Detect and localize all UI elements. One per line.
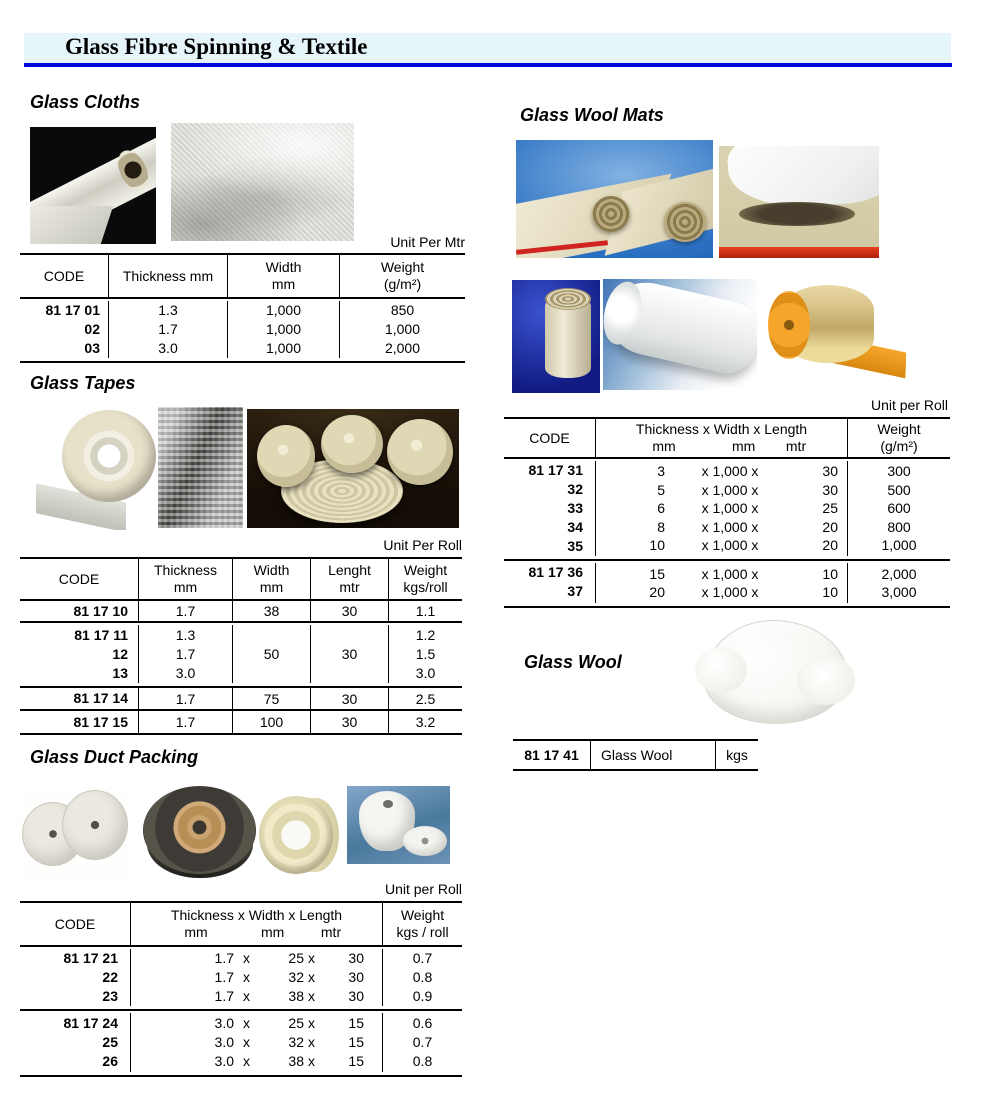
header-cell-code [20,559,138,599]
code-value: 81 17 15 [73,713,128,730]
dims-mm-unit: mm [184,924,208,940]
weight-cell [847,563,950,603]
dim-width: 25 [288,950,304,966]
header-cell-thickness [138,559,232,599]
col-dimensions-units [596,438,847,455]
dim-thickness: 3 [657,463,665,480]
width-cell [232,601,310,621]
weight-value: 1,000 [881,537,917,554]
weight-value: 1.1 [415,603,436,619]
glass-tape-rolls-group-image [247,409,459,528]
weight-value: 2,000 [384,340,421,356]
width-cell [232,711,310,733]
weight-value: 500 [887,481,911,498]
code-value: 81 17 21 [63,950,118,966]
page-title: Glass Fibre Spinning & Textile [65,34,368,59]
thickness-cell [138,625,232,683]
weight-value: 1.2 [415,626,436,643]
dim-thickness: 3.0 [214,1015,234,1031]
weight-cell [388,601,462,621]
dims-mm-unit: mm [261,924,285,940]
thickness-value: 1.7 [175,714,196,730]
dim-separator: x [243,1053,250,1069]
dim-length: 30 [348,969,364,985]
code-cell [504,563,595,603]
col-weight-unit: (g/m²) [880,438,918,454]
dim-length: 20 [822,537,838,554]
dim-width: 38 [288,1053,304,1069]
weight-value: 1.5 [415,645,436,662]
dim-length: 10 [822,565,838,582]
tape-roll-shape [321,415,383,473]
glass-duct-packing-table [20,901,462,1077]
glass-tapes-table [20,557,462,735]
col-code-label: CODE [43,267,85,284]
dim-separator: x [308,1015,315,1031]
dimensions-cell [595,461,847,556]
header-cell-width [232,559,310,599]
dim-separator: x [308,1053,315,1069]
dim-width-fixed: x 1,000 x [701,463,759,480]
col-weight-label: Weight [380,259,425,275]
dim-separator: x [243,1015,250,1031]
width-value: 1,000 [265,321,302,337]
header-cell-weight [382,903,462,945]
header-cell-weight [339,255,465,297]
wool-cloud-shape [704,620,848,724]
weight-value: 800 [887,518,911,535]
fold-opening-shape [739,202,855,226]
weight-value: 3,000 [881,584,917,600]
code-value: 25 [102,1034,118,1050]
code-value: 23 [102,988,118,1004]
wool-mat-roll-end-shape [592,196,630,232]
dimension-line [600,565,847,584]
col-dimensions-units [131,924,382,941]
code-cell [504,461,595,556]
code-cell [20,301,108,358]
dims-mm-unit: mm [732,438,756,454]
dimension-line [149,949,364,968]
glass-tapes-row-group [20,709,462,733]
header-cell-code [504,419,595,457]
code-value: 81 17 24 [63,1015,118,1031]
weight-cell [388,625,462,683]
width-value: 1,000 [265,340,302,356]
dimensions-cell [595,563,847,603]
glass-duct-packing-heading: Glass Duct Packing [30,747,199,767]
col-weight-unit: kgs/roll [403,579,448,595]
header-cell-dimensions [595,419,847,457]
code-value: 32 [567,481,583,497]
width-value: 50 [263,646,280,662]
thickness-value: 1.7 [158,321,178,337]
dim-length: 30 [822,463,838,480]
weight-value: 0.7 [412,1034,433,1050]
wool-mat-folded-image [719,146,879,258]
col-weight-unit: kgs / roll [396,924,449,940]
glass-duct-packing-row-group [20,1009,462,1075]
thickness-value: 1.7 [175,645,196,662]
dim-separator: x [243,1034,250,1050]
product-name: Glass Wool [601,747,673,763]
width-cell [232,625,310,683]
dim-separator: x [308,969,315,985]
wool-roll-shape [603,279,757,379]
col-weight-label: Weight [877,421,921,437]
code-value: 03 [84,340,100,356]
wool-roll-shape [545,296,591,378]
dimension-line [600,462,847,481]
dimension-line [600,583,847,602]
weight-value: 0.6 [412,1015,433,1031]
dimension-line [149,987,364,1006]
dimension-line [149,1052,364,1071]
col-weight-label: Weight [403,562,448,578]
dim-separator: x [243,969,250,985]
glass-tapes-heading: Glass Tapes [30,373,136,393]
dim-length: 15 [348,1015,364,1031]
thickness-value: 1.7 [175,603,196,619]
code-value: 26 [102,1053,118,1069]
col-length-label: Lenght [328,562,371,578]
glass-tape-roll-image [36,404,158,530]
weight-value: 3.0 [415,664,436,681]
thickness-value: 1.3 [175,626,196,643]
dim-thickness: 15 [649,565,665,582]
col-length-unit: mtr [339,579,360,595]
dim-thickness: 5 [657,481,665,498]
dimension-line [600,518,847,537]
dims-mm-unit: mm [652,438,676,454]
adhesive-tape-image [259,794,341,878]
glass-cloths-unit-label: Unit Per Mtr [390,234,465,250]
dim-separator: x [243,950,250,966]
code-value: 81 17 41 [524,747,579,763]
col-width-unit: mm [259,579,284,595]
col-code-label: CODE [529,429,570,446]
dim-thickness: 3.0 [214,1053,234,1069]
glass-cloth-roll-image [30,127,156,244]
col-code-label: CODE [54,915,96,932]
code-value: 13 [112,664,128,681]
code-cell [20,625,138,683]
wool-roll-white-image [603,279,757,390]
glass-wool-mats-table-header [504,419,950,457]
width-value: 75 [263,690,280,707]
dims-mtr-unit: mtr [320,924,342,940]
glass-wool-mats-row-group [504,457,950,559]
glass-duct-packing-unit-label: Unit per Roll [384,881,462,897]
length-value: 30 [341,646,358,662]
thickness-value: 1.3 [158,302,178,318]
glass-tapes-row-group [20,599,462,621]
glass-duct-packing-row-group [20,945,462,1009]
title-rule [24,63,952,67]
dim-length: 15 [348,1053,364,1069]
wool-roll-foil-image [766,283,906,386]
col-dimensions-label: Thickness x Width x Length [635,421,808,437]
weight-value: 600 [887,500,911,517]
glass-cloths-table-header [20,255,465,297]
length-cell [310,688,388,709]
col-thickness-label: Thickness [153,562,218,578]
code-cell [513,741,590,769]
adhesive-tape-face-shape [259,796,333,874]
weight-cell [382,1013,462,1072]
glass-wool-table [513,739,758,771]
glass-tapes-table-header [20,559,462,599]
thickness-cell [138,688,232,709]
code-value: 22 [102,969,118,985]
header-cell-thickness [108,255,227,297]
unit-value: kgs [726,747,748,763]
weight-value: 300 [887,463,911,480]
tape-roll-shape [387,419,453,485]
length-cell [310,711,388,733]
glass-wool-mats-unit-label: Unit per Roll [870,397,948,413]
wool-mats-rolls-image [516,140,713,258]
dim-length: 25 [822,500,838,517]
weight-value: 3.2 [415,714,436,730]
wool-roll-flat-shape [403,826,447,856]
code-value: 35 [567,538,583,554]
dimension-line [600,499,847,518]
dim-thickness: 3.0 [214,1034,234,1050]
dim-length: 20 [822,518,838,535]
dim-thickness: 10 [649,537,665,554]
weight-cell [847,461,950,556]
dim-width-fixed: x 1,000 x [701,518,759,535]
col-weight-unit: (g/m²) [383,276,422,292]
weight-value: 2.5 [415,690,436,707]
dimension-line [149,968,364,987]
wool-mat-roll-end-shape [664,202,706,242]
weight-value: 0.9 [412,988,433,1004]
glass-duct-packing-table-header [20,903,462,945]
width-cell [232,688,310,709]
duct-tape-face-shape [143,786,256,874]
dim-separator: x [308,1034,315,1050]
code-value: 81 17 10 [73,602,128,619]
glass-wool-mats-table [504,417,950,608]
width-value: 1,000 [265,302,302,318]
code-value: 34 [567,519,583,535]
cloth-drape-shape [30,206,113,244]
length-cell [310,601,388,621]
dim-length: 30 [822,481,838,498]
col-weight-label: Weight [400,907,445,923]
header-cell-weight [847,419,950,457]
length-value: 30 [341,714,358,730]
code-value: 02 [84,321,100,337]
weight-value: 0.8 [412,969,433,985]
header-cell-length [310,559,388,599]
dim-width-fixed: x 1,000 x [701,481,759,498]
dimension-line [149,1033,364,1052]
code-cell [20,949,130,1006]
dim-thickness: 8 [657,518,665,535]
dim-length: 15 [348,1034,364,1050]
dim-thickness: 1.7 [214,950,234,966]
glass-wool-mats-heading: Glass Wool Mats [520,105,664,125]
col-dimensions-label: Thickness x Width x Length [170,907,343,923]
code-value: 12 [112,645,128,662]
wool-roll-boxed-image [512,280,600,393]
roll-face-shape [768,291,810,359]
dim-width: 38 [288,988,304,1004]
weight-cell [382,949,462,1006]
code-value: 37 [567,583,583,599]
weight-value: 850 [390,302,415,318]
tape-roll-shape [257,425,315,487]
weight-value: 0.8 [412,1053,433,1069]
dimension-line [149,1014,364,1033]
weight-value: 1,000 [384,321,421,337]
length-value: 30 [341,690,358,707]
header-cell-code [20,903,130,945]
dim-length: 30 [348,988,364,1004]
length-cell [310,625,388,683]
packing-disc-shape [62,790,128,860]
code-cell [20,688,138,709]
weight-cell [388,688,462,709]
dim-thickness: 6 [657,500,665,517]
dim-length: 10 [822,584,838,600]
glass-tapes-row-group [20,686,462,709]
col-thickness-label: Thickness mm [122,267,214,284]
red-base-shape [719,247,879,258]
weight-value: 2,000 [881,565,917,582]
dimensions-cell [130,1013,382,1072]
glass-cloths-table-body [20,297,465,361]
product-name-cell [590,741,715,769]
glass-wool-cloud-image [692,606,860,744]
thickness-value: 3.0 [158,340,178,356]
tape-ring-shape [62,410,156,502]
glass-wool-heading: Glass Wool [524,652,622,672]
black-duct-tape-image [141,786,258,881]
thickness-value: 1.7 [175,690,196,707]
glass-tapes-unit-label: Unit Per Roll [383,537,462,553]
width-value: 38 [263,603,280,619]
header-cell-width [227,255,339,297]
dim-width: 32 [288,1034,304,1050]
dim-thickness: 1.7 [214,988,234,1004]
dim-separator: x [243,988,250,1004]
dim-width-fixed: x 1,000 x [701,500,759,517]
header-cell-code [20,255,108,297]
dim-length: 30 [348,950,364,966]
code-cell [20,601,138,621]
code-value: 81 17 14 [73,690,128,706]
dim-width: 25 [288,1015,304,1031]
width-cell [227,301,339,358]
code-cell [20,1013,130,1072]
dim-width-fixed: x 1,000 x [701,537,759,554]
col-width-unit: mm [271,276,296,292]
dim-separator: x [308,988,315,1004]
duct-packing-discs-image [20,788,132,880]
thickness-cell [108,301,227,358]
col-code-label: CODE [58,570,100,587]
width-value: 100 [259,714,284,730]
col-width-label: Width [253,562,290,578]
code-cell [20,711,138,733]
thickness-value: 3.0 [175,664,196,681]
dim-width-fixed: x 1,000 x [701,584,759,600]
dim-thickness: 1.7 [214,969,234,985]
glass-wool-mats-row-group [504,559,950,606]
glass-wool-table-row [513,741,758,769]
dim-thickness: 20 [649,584,665,600]
glass-wool-rolls-image [347,786,450,864]
weight-cell [339,301,465,358]
thickness-cell [138,711,232,733]
dimension-line [600,481,847,500]
dimension-line [600,536,847,555]
header-cell-dimensions [130,903,382,945]
dim-width-fixed: x 1,000 x [701,565,759,582]
code-value: 81 17 01 [45,302,100,318]
glass-tape-weave-image [158,407,243,528]
dim-separator: x [308,950,315,966]
weight-value: 0.7 [412,950,433,966]
dims-mtr-unit: mtr [785,438,807,454]
dim-width: 32 [288,969,304,985]
unit-cell [715,741,758,769]
header-cell-weight [388,559,462,599]
dimensions-cell [130,949,382,1006]
col-width-label: Width [265,259,302,275]
glass-tapes-row-group [20,621,462,686]
glass-cloth-fabric-image [171,123,354,241]
code-value: 33 [567,500,583,516]
glass-cloths-table [20,253,465,363]
code-value: 81 17 11 [74,626,128,643]
col-thickness-unit: mm [173,579,198,595]
glass-cloths-heading: Glass Cloths [30,92,141,112]
code-value: 81 17 36 [528,564,583,580]
weight-cell [388,711,462,733]
thickness-cell [138,601,232,621]
length-value: 30 [341,603,358,619]
code-value: 81 17 31 [528,462,583,478]
